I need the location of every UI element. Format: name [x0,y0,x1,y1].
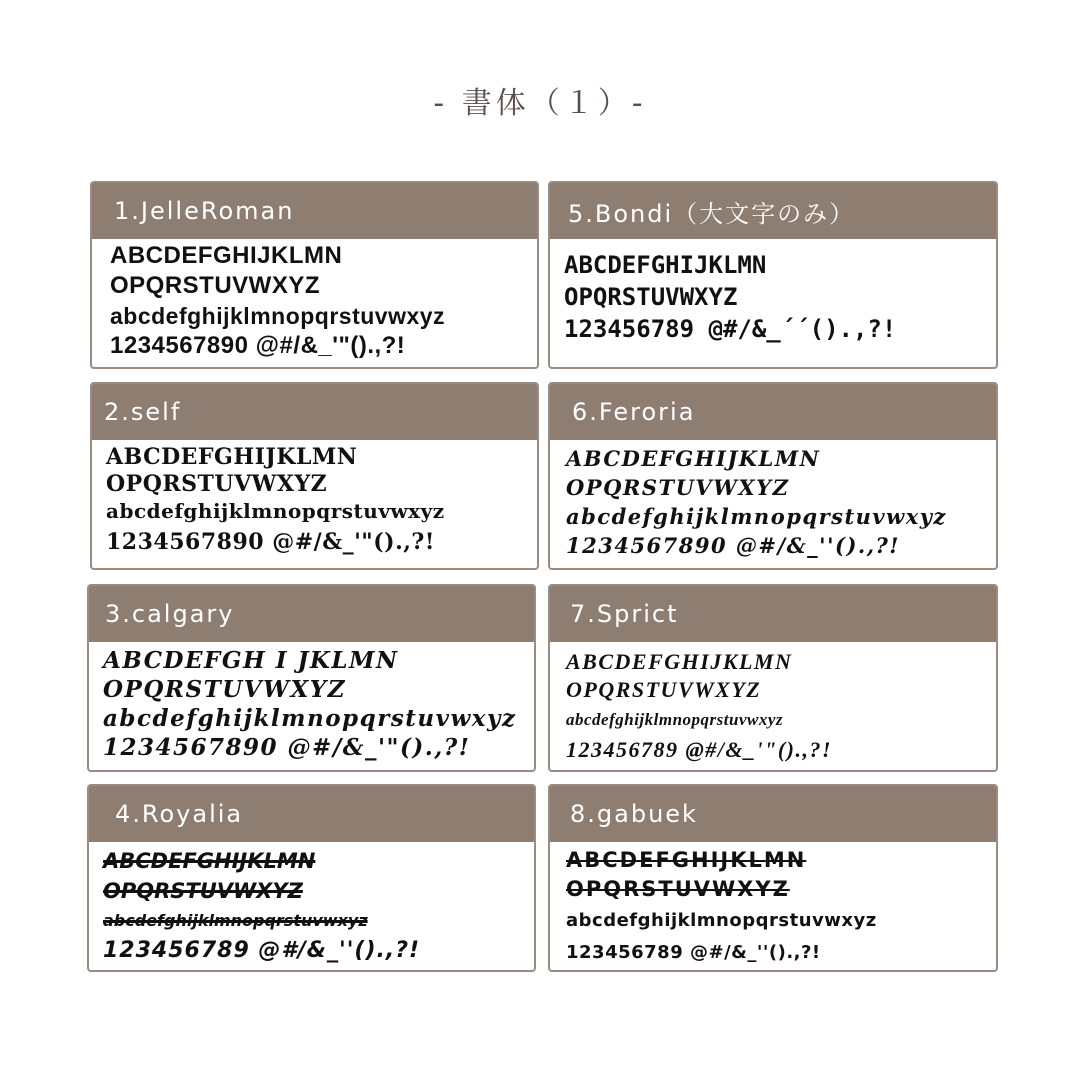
font-card-header: 7.Sprict [550,586,996,642]
sample-numbers-symbols: 123456789 @#/&_´´().,?! [564,315,897,343]
font-card-calgary [87,584,536,772]
sample-lowercase: abcdefghijklmnopqrstuvwxyz [106,499,445,523]
sample-uppercase-1: ABCDEFGHIJKLMN [566,446,821,471]
page-title: - 書体（１）- [433,86,647,121]
font-card-header: 6.Feroria [550,384,996,440]
sample-lowercase: abcdefghijklmnopqrstuvwxyz [566,504,947,529]
sample-uppercase-2: OPQRSTUVWXYZ [103,879,303,903]
sample-numbers-symbols: 123456789 @#/&_''().,?! [103,938,421,963]
sample-uppercase-2: OPQRSTUVWXYZ [103,676,346,703]
sample-numbers-symbols: 1234567890 @#/&_''().,?! [566,533,901,558]
font-sample [550,842,996,967]
font-card-header: 1.JelleRoman [92,183,537,239]
sample-uppercase-2: OPQRSTUVWXYZ [566,475,790,500]
font-card-header: 3.calgary [89,586,534,642]
sample-uppercase-1: ABCDEFGHIJKLMN [103,849,316,873]
font-sample [92,440,537,556]
sample-uppercase-2: OPQRSTUVWXYZ [564,283,738,311]
sample-lowercase: abcdefghijklmnopqrstuvwxyz [103,705,517,732]
sample-lowercase: abcdefghijklmnopqrstuvwxyz [103,911,368,930]
sample-numbers-symbols: 123456789 @#/&_''().,?! [566,942,821,963]
font-card-feroria [548,382,998,570]
font-card-jelleroman [90,181,539,369]
font-sample [550,239,996,345]
sample-uppercase-2: OPQRSTUVWXYZ [110,272,321,299]
sample-uppercase-2: OPQRSTUVWXYZ [566,877,790,901]
sample-lowercase: abcdefghijklmnopqrstuvwxyz [566,710,784,729]
sample-numbers-symbols: 1234567890 @#/&_'"().,?! [106,529,435,555]
sample-lowercase: abcdefghijklmnopqrstuvwxyz [566,910,877,931]
font-sample [550,440,996,560]
font-card-royalia [87,784,536,972]
sample-numbers-symbols: 1234567890 @#/&_'"().,?! [103,734,471,761]
sample-uppercase-2: OPQRSTUVWXYZ [106,471,328,497]
font-card-header: 2.self [92,384,537,440]
font-sample [89,642,534,762]
font-card-gabuek [548,784,998,972]
font-sample [89,842,534,966]
sample-uppercase-1: ABCDEFGHIJKLMN [566,649,793,674]
sample-uppercase-1: ABCDEFGHIJKLMN [106,444,358,470]
font-card-bondi [548,181,998,369]
font-card-self [90,382,539,570]
sample-numbers-symbols: 123456789 @#/&_'"().,?! [566,737,833,762]
sample-lowercase: abcdefghijklmnopqrstuvwxyz [110,303,446,329]
font-card-sprict [548,584,998,772]
sample-numbers-symbols: 1234567890 @#/&_'"().,?! [110,332,406,359]
sample-uppercase-1: ABCDEFGHIJKLMN [566,848,807,872]
font-card-header: 8.gabuek [550,786,996,842]
sample-uppercase-1: ABCDEFGHIJKLMN [110,242,343,269]
font-sample [550,642,996,764]
font-card-header: 5.Bondi（大文字のみ） [550,183,996,239]
font-card-header: 4.Royalia [89,786,534,842]
sample-uppercase-1: ABCDEFGH I JKLMN [103,647,399,674]
font-sample [92,239,537,361]
sample-uppercase-2: OPQRSTUVWXYZ [566,677,762,702]
sample-uppercase-1: ABCDEFGHIJKLMN [564,251,767,279]
